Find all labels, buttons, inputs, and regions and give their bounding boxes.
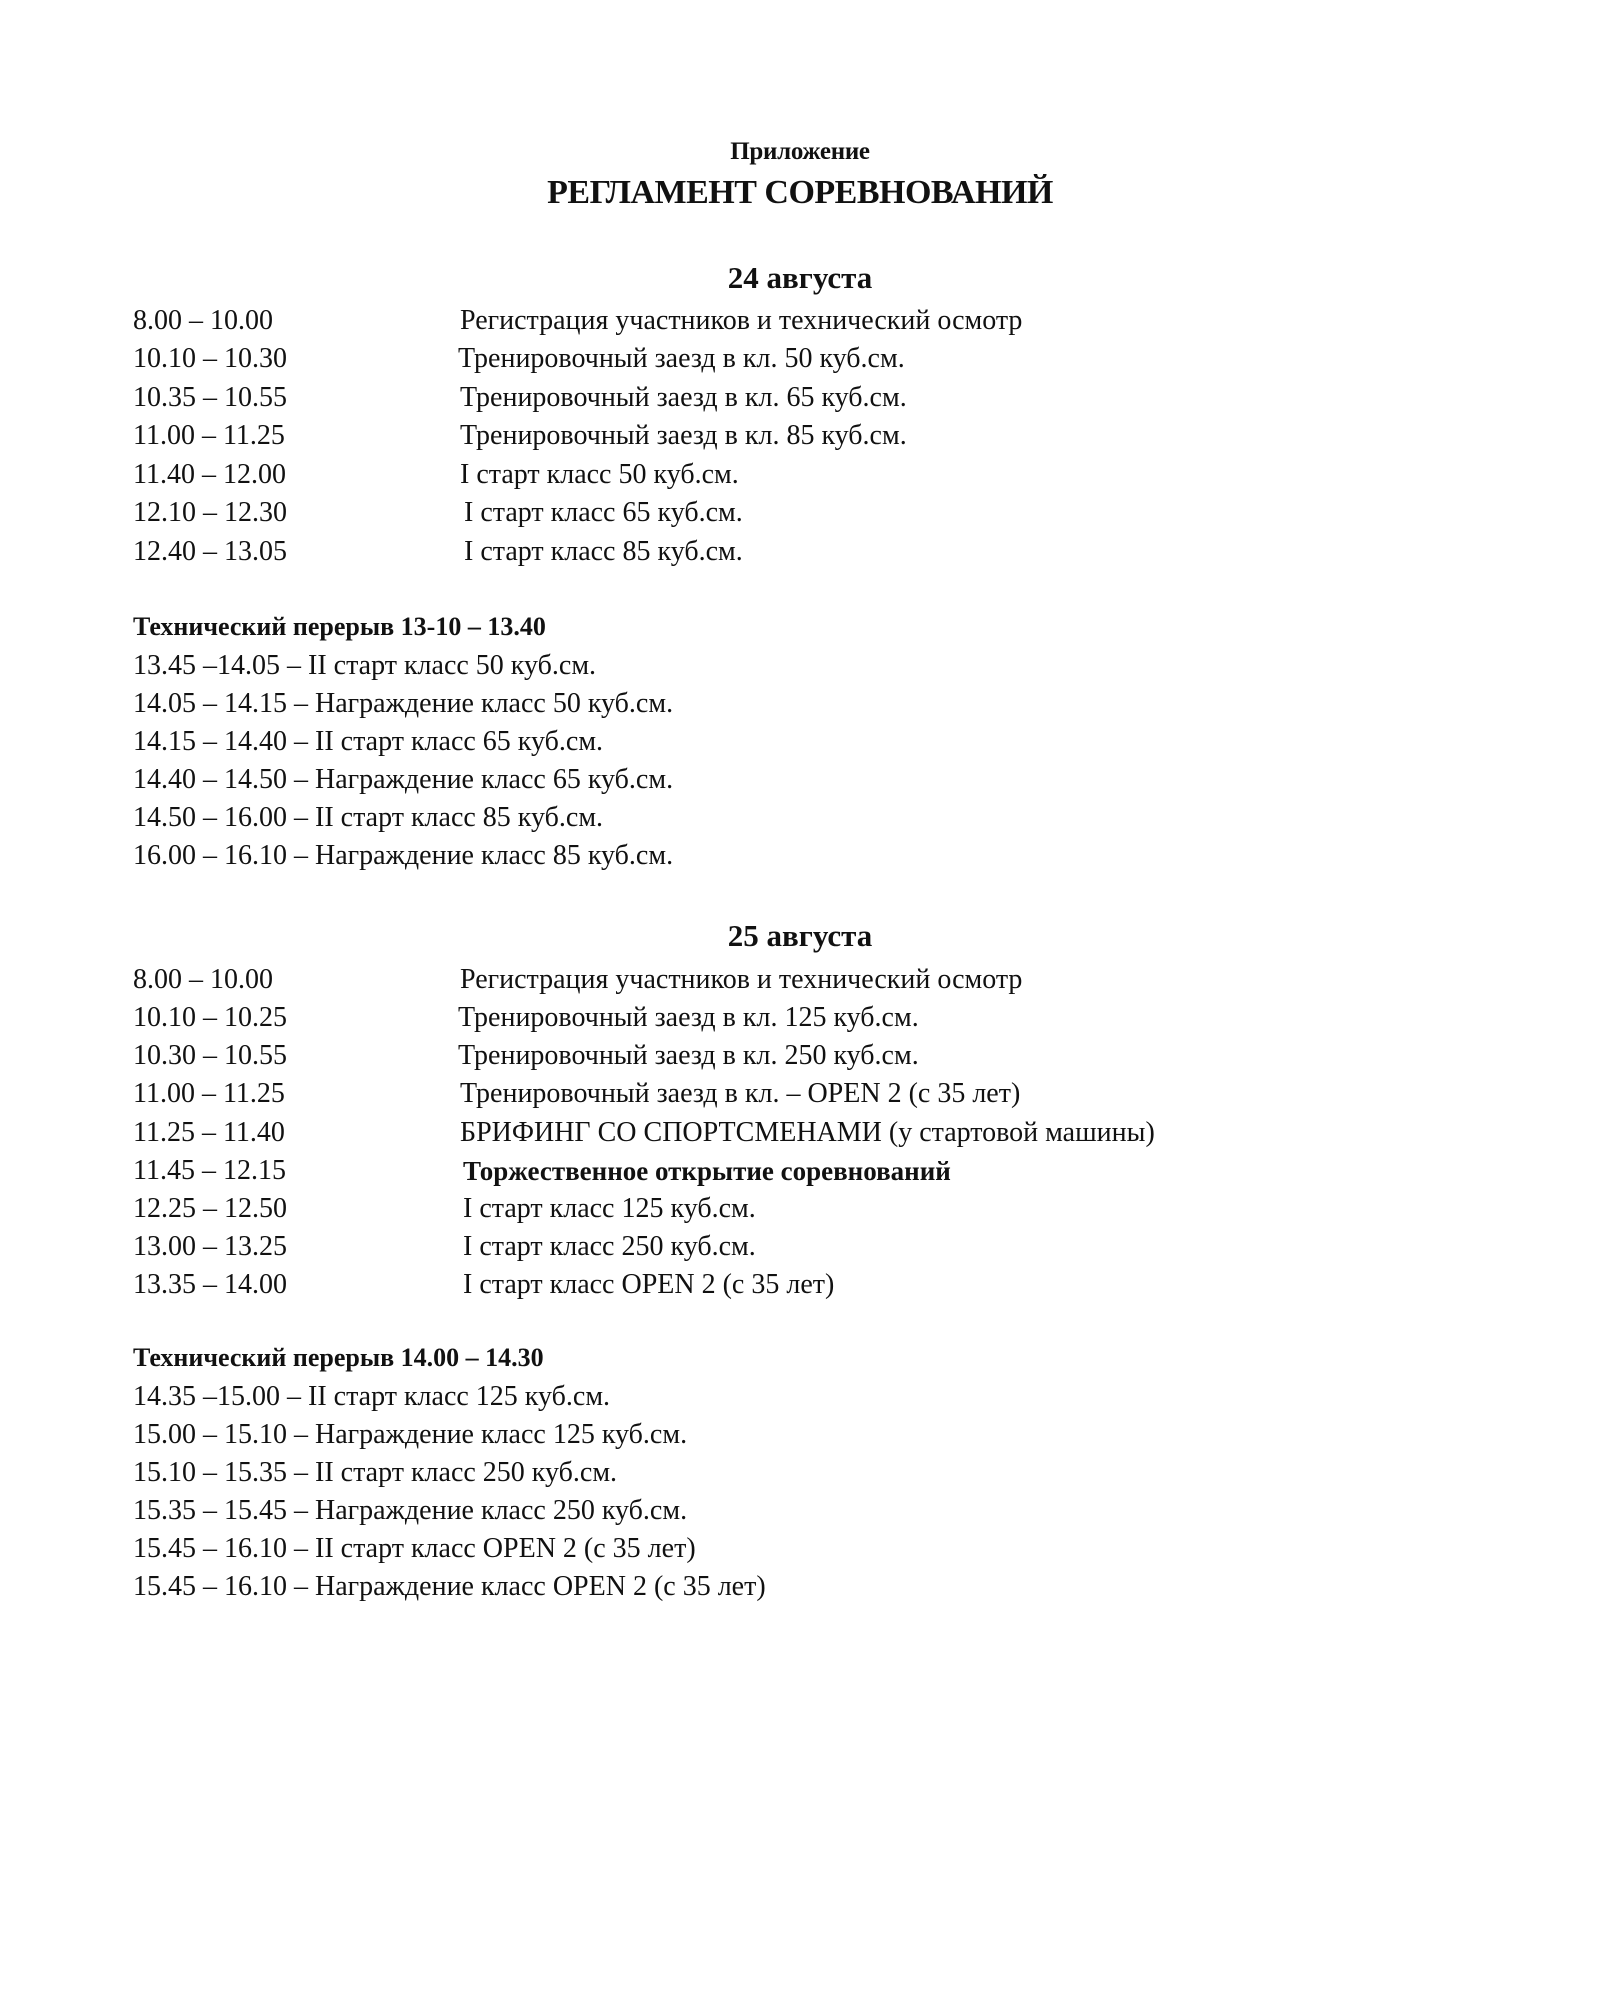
after-break-row: 16.00 – 16.10 – Награждение класс 85 куб.см. <box>133 840 674 871</box>
row-event: Регистрация участников и технический осмотр <box>460 305 1023 336</box>
after-break-row: 14.50 – 16.00 – II старт класс 85 куб.см. <box>133 802 604 833</box>
row-event: Тренировочный заезд в кл. 85 куб.см. <box>460 420 907 451</box>
row-time: 13.35 – 14.00 <box>133 1269 287 1300</box>
row-time: 11.25 – 11.40 <box>133 1117 285 1148</box>
document-title: РЕГЛАМЕНТ СОРЕВНОВАНИЙ <box>547 174 1053 211</box>
row-event: Тренировочный заезд в кл. 250 куб.см. <box>458 1040 919 1071</box>
row-event: Тренировочный заезд в кл. 125 куб.см. <box>458 1002 919 1033</box>
day-heading-1: 24 августа <box>727 260 873 295</box>
after-break-row: 15.35 – 15.45 – Награждение класс 250 куб.см. <box>133 1495 688 1526</box>
day-heading-2: 25 августа <box>727 918 873 953</box>
row-time: 8.00 – 10.00 <box>133 964 273 995</box>
row-time: 12.40 – 13.05 <box>133 536 287 567</box>
row-time: 11.40 – 12.00 <box>133 459 286 490</box>
after-break-row: 15.45 – 16.10 – Награждение класс OPEN 2 (с 35 лет) <box>133 1571 766 1602</box>
after-break-row: 14.15 – 14.40 – II старт класс 65 куб.см. <box>133 726 604 757</box>
row-event: I старт класс 250 куб.см. <box>463 1231 756 1262</box>
row-event: Регистрация участников и технический осмотр <box>460 964 1023 995</box>
after-break-row: 14.40 – 14.50 – Награждение класс 65 куб.см. <box>133 764 674 795</box>
row-time: 8.00 – 10.00 <box>133 305 273 336</box>
row-event: Тренировочный заезд в кл. 65 куб.см. <box>460 382 907 413</box>
after-break-row: 15.45 – 16.10 – II старт класс OPEN 2 (с 35 лет) <box>133 1533 696 1564</box>
appendix-label: Приложение <box>730 138 870 165</box>
row-event: Тренировочный заезд в кл. – OPEN 2 (с 35 лет) <box>460 1078 1021 1109</box>
row-event: Тренировочный заезд в кл. 50 куб.см. <box>458 343 905 374</box>
row-time: 11.00 – 11.25 <box>133 420 285 451</box>
after-break-row: 15.10 – 15.35 – II старт класс 250 куб.см. <box>133 1457 618 1488</box>
row-time: 10.30 – 10.55 <box>133 1040 287 1071</box>
row-time: 11.00 – 11.25 <box>133 1078 285 1109</box>
row-time: 12.25 – 12.50 <box>133 1193 287 1224</box>
after-break-row: 13.45 –14.05 – II старт класс 50 куб.см. <box>133 650 597 681</box>
row-event: I старт класс 125 куб.см. <box>463 1193 756 1224</box>
after-break-row: 14.05 – 14.15 – Награждение класс 50 куб.см. <box>133 688 674 719</box>
row-event: I старт класс 65 куб.см. <box>464 497 743 528</box>
row-time: 10.35 – 10.55 <box>133 382 287 413</box>
row-event-opening-ceremony: Торжественное открытие соревнований <box>463 1156 951 1186</box>
row-time: 10.10 – 10.25 <box>133 1002 287 1033</box>
row-event: I старт класс 50 куб.см. <box>460 459 739 490</box>
row-time: 12.10 – 12.30 <box>133 497 287 528</box>
row-event: I старт класс OPEN 2 (с 35 лет) <box>463 1269 835 1300</box>
technical-break-heading: Технический перерыв 14.00 – 14.30 <box>133 1343 544 1372</box>
technical-break-heading: Технический перерыв 13-10 – 13.40 <box>133 612 546 641</box>
row-time: 10.10 – 10.30 <box>133 343 287 374</box>
row-time: 13.00 – 13.25 <box>133 1231 287 1262</box>
row-event: БРИФИНГ СО СПОРТСМЕНАМИ (у стартовой машины) <box>460 1117 1155 1148</box>
after-break-row: 14.35 –15.00 – II старт класс 125 куб.см. <box>133 1381 611 1412</box>
row-event: I старт класс 85 куб.см. <box>464 536 743 567</box>
row-time: 11.45 – 12.15 <box>133 1155 286 1186</box>
after-break-row: 15.00 – 15.10 – Награждение класс 125 куб.см. <box>133 1419 688 1450</box>
